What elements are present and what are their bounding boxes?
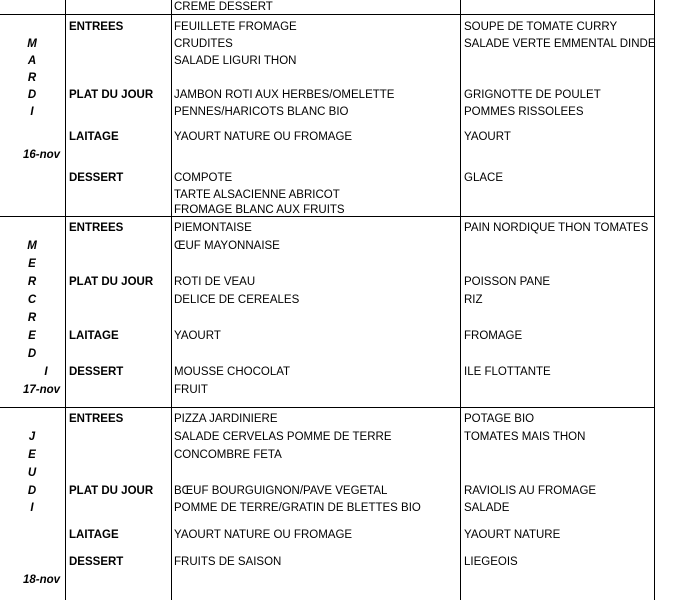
category-label: DESSERT: [69, 172, 124, 184]
menu2-item: POISSON PANE: [464, 276, 551, 288]
menu2-item: SALADE: [464, 502, 510, 514]
category-label: LAITAGE: [69, 131, 119, 143]
menu2-item: ILE FLOTTANTE: [464, 366, 551, 378]
category-label: ENTREES: [69, 21, 124, 33]
menu1-item: POMME DE TERRE/GRATIN DE BLETTES BIO: [174, 502, 421, 514]
day-letter: C: [27, 294, 37, 306]
category-label: ENTREES: [69, 413, 124, 425]
menu1-item: COMPOTE: [174, 172, 233, 184]
menu1-item: YAOURT NATURE OU FROMAGE: [174, 529, 353, 541]
day-letter: R: [27, 312, 37, 324]
day-letter: J: [28, 431, 36, 443]
day-letter: E: [28, 330, 36, 342]
menu1-item: ŒUF MAYONNAISE: [174, 240, 280, 252]
menu1-item: YAOURT: [174, 330, 221, 342]
menu1-item: FEUILLETE FROMAGE: [174, 21, 297, 33]
day-letter: I: [30, 502, 34, 514]
day-letter: R: [27, 276, 37, 288]
category-label: ENTREES: [69, 222, 124, 234]
menu2-item: RIZ: [464, 294, 483, 306]
menu2-item: YAOURT NATURE: [464, 529, 561, 541]
menu1-item: ROTI DE VEAU: [174, 276, 256, 288]
menu2-item: SALADE VERTE EMMENTAL DINDE: [464, 38, 656, 50]
day-letter: E: [28, 449, 36, 461]
category-label: PLAT DU JOUR: [69, 485, 154, 497]
category-label: DESSERT: [69, 366, 124, 378]
grid-line-vertical: [171, 0, 172, 600]
grid-line-vertical: [65, 0, 66, 600]
menu1-item: DELICE DE CEREALES: [174, 294, 300, 306]
day-letter: M: [27, 38, 37, 50]
menu2-item: FROMAGE: [464, 330, 523, 342]
menu2-item: SOUPE DE TOMATE CURRY: [464, 21, 618, 33]
menu1-item: PIEMONTAISE: [174, 222, 252, 234]
menu1-item: MOUSSE CHOCOLAT: [174, 366, 291, 378]
menu1-item: YAOURT NATURE OU FROMAGE: [174, 131, 353, 143]
menu2-item: PAIN NORDIQUE THON TOMATES: [464, 222, 649, 234]
prev-dessert: CREME DESSERT: [174, 1, 273, 13]
day-letter: D: [27, 485, 37, 497]
menu1-item: BŒUF BOURGUIGNON/PAVE VEGETAL: [174, 485, 388, 497]
day-letter: D: [27, 89, 37, 101]
menu1-item: JAMBON ROTI AUX HERBES/OMELETTE: [174, 89, 395, 101]
menu2-item: GRIGNOTTE DE POULET: [464, 89, 601, 101]
menu1-item: FRUIT: [174, 384, 208, 396]
day-letter: I: [30, 106, 34, 118]
category-label: DESSERT: [69, 556, 124, 568]
day-date: 18-nov: [23, 574, 61, 586]
menu1-item: SALADE CERVELAS POMME DE TERRE: [174, 431, 392, 443]
menu1-item: PENNES/HARICOTS BLANC BIO: [174, 106, 349, 118]
grid-line-horizontal: [0, 14, 655, 15]
menu1-item: PIZZA JARDINIERE: [174, 413, 278, 425]
menu1-item: TARTE ALSACIENNE ABRICOT: [174, 189, 340, 201]
day-letter: M: [27, 240, 37, 252]
category-label: PLAT DU JOUR: [69, 276, 154, 288]
menu1-item: SALADE LIGURI THON: [174, 55, 297, 67]
grid-line-horizontal: [0, 407, 655, 408]
category-label: LAITAGE: [69, 330, 119, 342]
menu2-item: POMMES RISSOLEES: [464, 106, 584, 118]
menu2-item: LIEGEOIS: [464, 556, 518, 568]
grid-line-vertical: [654, 0, 655, 600]
menu1-item: CRUDITES: [174, 38, 233, 50]
day-date: 16-nov: [23, 149, 61, 161]
day-letter: E: [28, 258, 36, 270]
day-letter: A: [27, 55, 37, 67]
day-date: 17-nov: [23, 384, 61, 396]
category-label: PLAT DU JOUR: [69, 89, 154, 101]
menu1-item: FROMAGE BLANC AUX FRUITS: [174, 204, 345, 216]
grid-line-vertical: [460, 0, 461, 600]
category-label: LAITAGE: [69, 529, 119, 541]
day-letter: U: [27, 467, 37, 479]
menu1-item: CONCOMBRE FETA: [174, 449, 282, 461]
menu2-item: RAVIOLIS AU FROMAGE: [464, 485, 597, 497]
day-letter: R: [27, 72, 37, 84]
menu2-item: POTAGE BIO: [464, 413, 535, 425]
day-letter: I: [44, 366, 48, 378]
menu2-item: TOMATES MAIS THON: [464, 431, 586, 443]
menu2-item: GLACE: [464, 172, 503, 184]
menu1-item: FRUITS DE SAISON: [174, 556, 282, 568]
day-letter: D: [27, 348, 37, 360]
menu2-item: YAOURT: [464, 131, 511, 143]
